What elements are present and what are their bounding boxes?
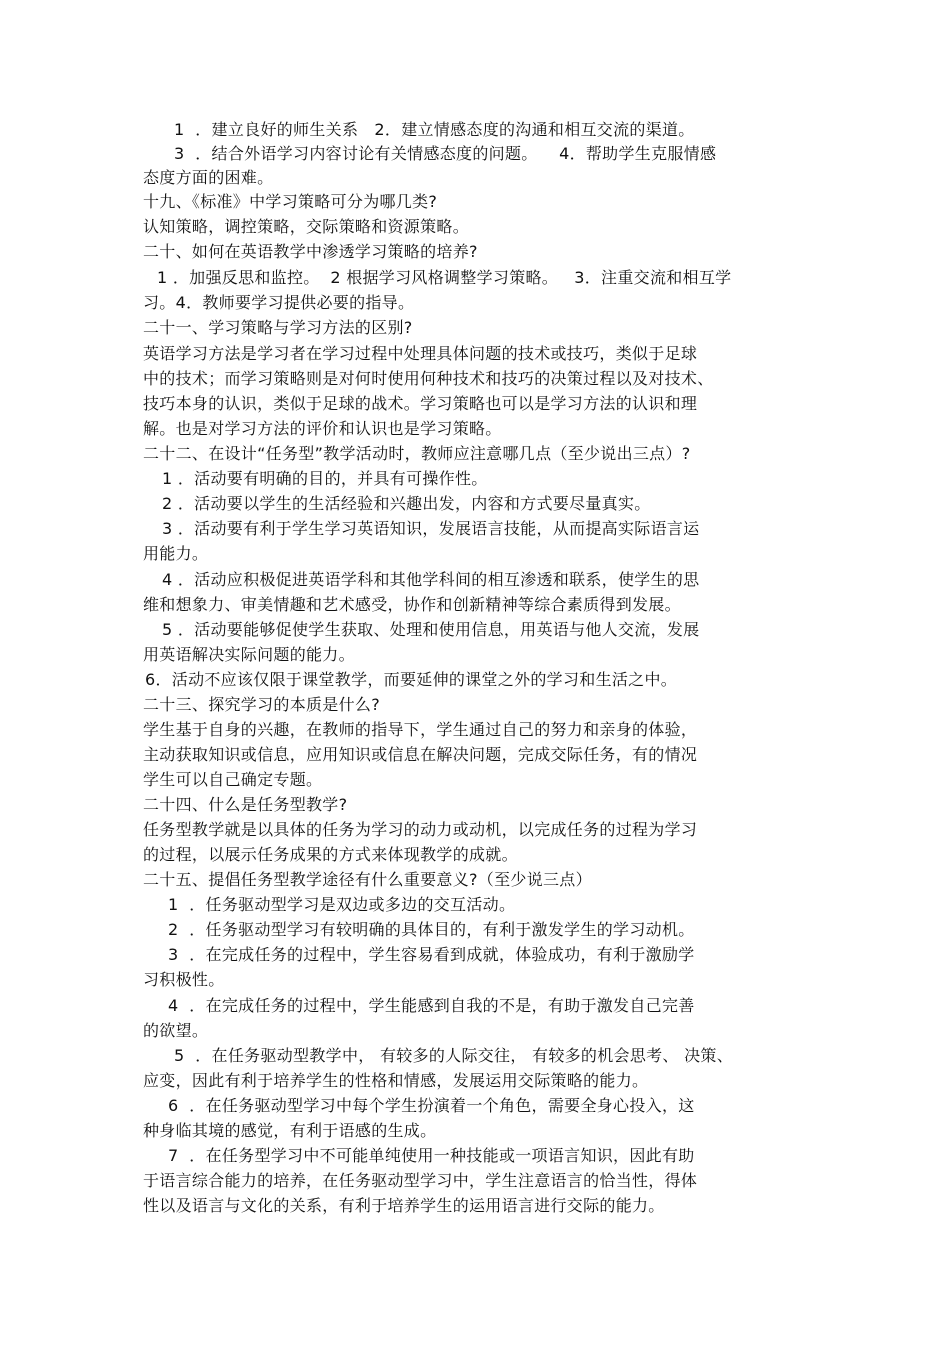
text-line: 二十四、什么是任务型教学? xyxy=(143,795,348,814)
text-line: 二十五、提倡任务型教学途径有什么重要意义?（至少说三点） xyxy=(143,870,592,889)
text-line: 二十二、在设计“任务型”教学活动时，教师应注意哪几点（至少说出三点）? xyxy=(143,444,691,463)
text-line: 主动获取知识或信息，应用知识或信息在解决问题，完成交际任务，有的情况 xyxy=(143,745,698,764)
text-line: 3 ．活动要有利于学生学习英语知识，发展语言技能，从而提高实际语言运 xyxy=(162,519,700,538)
text-line: 认知策略，调控策略，交际策略和资源策略。 xyxy=(143,217,470,236)
text-line: 态度方面的困难。 xyxy=(143,168,274,187)
text-line: 1 ．活动要有明确的目的，并具有可操作性。 xyxy=(162,469,488,488)
text-line: 习积极性。 xyxy=(143,970,225,989)
text-line: 解。也是对学习方法的评价和认识也是学习策略。 xyxy=(143,419,502,438)
text-line: 2 ．活动要以学生的生活经验和兴趣出发，内容和方式要尽量真实。 xyxy=(162,494,651,513)
text-line: 3 ．在完成任务的过程中，学生容易看到成就，体验成功，有利于激励学 xyxy=(168,945,695,964)
text-line: 英语学习方法是学习者在学习过程中处理具体问题的技术或技巧，类似于足球 xyxy=(143,344,698,363)
text-line: 于语言综合能力的培养，在任务驱动型学习中，学生注意语言的恰当性，得体 xyxy=(143,1171,698,1190)
text-line: 二十三、探究学习的本质是什么? xyxy=(143,695,380,714)
text-line: 4 ．活动应积极促进英语学科和其他学科间的相互渗透和联系，使学生的思 xyxy=(162,570,700,589)
text-line: 的过程，以展示任务成果的方式来体现教学的成就。 xyxy=(143,845,518,864)
text-line: 的欲望。 xyxy=(143,1021,209,1040)
text-line: 6 ．在任务驱动型学习中每个学生扮演着一个角色，需要全身心投入，这 xyxy=(168,1096,695,1115)
text-line: 4 ．在完成任务的过程中，学生能感到自我的不是，有助于激发自己完善 xyxy=(168,996,695,1015)
text-line: 性以及语言与文化的关系，有利于培养学生的运用语言进行交际的能力。 xyxy=(143,1196,665,1215)
text-line: 十九、《标准》中学习策略可分为哪几类? xyxy=(143,192,438,211)
text-line: 1 ．建立良好的师生关系 2．建立情感态度的沟通和相互交流的渠道。 xyxy=(174,120,695,139)
text-line: 5 ．在任务驱动型教学中， 有较多的人际交往， 有较多的机会思考、 决策、 xyxy=(174,1046,734,1065)
text-line: 技巧本身的认识，类似于足球的战术。学习策略也可以是学习方法的认识和理 xyxy=(143,394,698,413)
text-line: 1 ．加强反思和监控。 2 根据学习风格调整学习策略。 3．注重交流和相互学 xyxy=(157,268,732,287)
text-line: 习。4．教师要学习提供必要的指导。 xyxy=(143,293,415,312)
text-line: 种身临其境的感觉，有利于语感的生成。 xyxy=(143,1121,437,1140)
text-line: 1 ．任务驱动型学习是双边或多边的交互活动。 xyxy=(168,895,516,914)
text-line: 中的技术；而学习策略则是对何时使用何种技术和技巧的决策过程以及对技术、 xyxy=(143,369,714,388)
text-line: 3 ．结合外语学习内容讨论有关情感态度的问题。 4．帮助学生克服情感 xyxy=(174,144,717,163)
text-line: 学生可以自己确定专题。 xyxy=(143,770,323,789)
text-line: 应变，因此有利于培养学生的性格和情感，发展运用交际策略的能力。 xyxy=(143,1071,649,1090)
text-line: 学生基于自身的兴趣，在教师的指导下，学生通过自己的努力和亲身的体验， xyxy=(143,720,698,739)
text-line: 2 ．任务驱动型学习有较明确的具体目的，有利于激发学生的学习动机。 xyxy=(168,920,695,939)
text-line: 维和想象力、审美情趣和艺术感受，协作和创新精神等综合素质得到发展。 xyxy=(143,595,681,614)
text-line: 7 ．在任务型学习中不可能单纯使用一种技能或一项语言知识，因此有助 xyxy=(168,1146,695,1165)
text-line: 用英语解决实际问题的能力。 xyxy=(143,645,355,664)
text-line: 任务型教学就是以具体的任务为学习的动力或动机，以完成任务的过程为学习 xyxy=(143,820,698,839)
text-line: 用能力。 xyxy=(143,544,209,563)
text-line: 6．活动不应该仅限于课堂教学，而要延伸的课堂之外的学习和生活之中。 xyxy=(145,670,678,689)
text-line: 5 ．活动要能够促使学生获取、处理和使用信息，用英语与他人交流，发展 xyxy=(162,620,700,639)
text-line: 二十一、学习策略与学习方法的区别? xyxy=(143,318,413,337)
text-line: 二十、如何在英语教学中渗透学习策略的培养? xyxy=(143,242,478,261)
